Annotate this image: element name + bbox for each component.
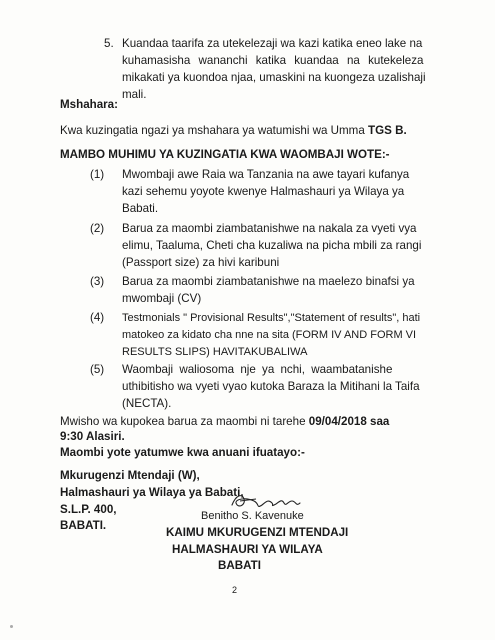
requirement-2-number: (2)	[90, 222, 105, 235]
address-line-2: Halmashauri ya Wilaya ya Babati,	[60, 486, 244, 499]
requirement-5-line-3: (NECTA).	[122, 397, 172, 410]
requirement-4-line-2: matokeo za kidato cha nne na sita (FORM IV AND FORM VI	[122, 329, 417, 341]
salary-grade: TGS B.	[368, 124, 407, 137]
scan-speck	[10, 625, 13, 628]
requirement-1-line-3: Babati.	[122, 202, 159, 215]
signatory-title-3: BABATI	[218, 559, 261, 572]
item-5-line-3: mikakati ya kuondoa njaa, umaskini na kuongeza uzalishaji	[122, 71, 426, 84]
signatory-name: Benitho S. Kavenuke	[201, 510, 304, 522]
requirement-3-line-2: mwombaji (CV)	[122, 292, 202, 305]
requirement-1-line-2: kazi sehemu yoyote kwenye Halmashauri ya Wilaya ya	[122, 185, 405, 198]
requirement-1-number: (1)	[90, 168, 105, 181]
item-5-line-2: kuhamasisha wananchi katika kuandaa na kutekeleza	[122, 54, 424, 67]
requirement-2-line-2: elimu, Taaluma, Cheti cha kuzaliwa na picha mbili za rangi	[122, 239, 422, 252]
address-line-1: Mkurugenzi Mtendaji (W),	[60, 469, 200, 482]
requirement-2-line-1: Barua za maombi ziambatanishwe na nakala za vyeti vya	[122, 222, 417, 235]
deadline-time: 9:30 Alasiri.	[60, 430, 125, 443]
requirement-5-line-1: Waombaji waliosoma nje ya nchi, waambatanishe	[122, 363, 393, 376]
salary-text	[60, 124, 407, 138]
item-5-number: 5.	[104, 37, 114, 50]
requirement-2-line-3: (Passport size) za hivi karibuni	[122, 256, 280, 269]
signatory-title-2: HALMASHAURI YA WILAYA	[172, 543, 323, 556]
salary-text-prefix: Kwa kuzingatia ngazi ya mshahara ya watumishi wa Umma	[60, 124, 369, 137]
address-heading: Maombi yote yatumwe kwa anuani ifuatayo:-	[60, 446, 305, 459]
salary-heading: Mshahara:	[60, 98, 118, 111]
signatory-title-1: KAIMU MKURUGENZI MTENDAJI	[166, 526, 349, 539]
deadline-line	[60, 415, 389, 429]
address-line-4: BABATI.	[60, 519, 107, 532]
requirement-4-line-1: Testmonials " Provisional Results","Statement of results", hati	[122, 312, 421, 324]
deadline-prefix: Mwisho wa kupokea barua za maombi ni tarehe	[60, 415, 309, 428]
requirement-3-number: (3)	[90, 275, 105, 288]
item-5-line-4: mali.	[122, 88, 147, 101]
requirement-5-line-2: uthibitisho wa vyeti vyao kutoka Baraza la Mitihani la Taifa	[122, 380, 420, 393]
requirement-1-line-1: Mwombaji awe Raia wa Tanzania na awe tayari kufanya	[122, 168, 410, 181]
address-line-3: S.L.P. 400,	[60, 503, 117, 516]
requirement-4-number: (4)	[90, 311, 105, 324]
deadline-date: 09/04/2018 saa	[308, 415, 390, 428]
requirement-3-line-1: Barua za maombi ziambatanishwe na maelezo binafsi ya	[122, 275, 415, 288]
requirement-4-line-3: RESULTS SLIPS) HAVITAKUBALIWA	[122, 346, 308, 358]
page-number: 2	[232, 585, 238, 595]
requirement-5-number: (5)	[90, 363, 105, 376]
item-5-line-1: Kuandaa taarifa za utekelezaji wa kazi katika eneo lake na	[122, 37, 423, 50]
applicants-heading: MAMBO MUHIMU YA KUZINGATIA KWA WAOMBAJI WOTE:-	[60, 148, 390, 161]
